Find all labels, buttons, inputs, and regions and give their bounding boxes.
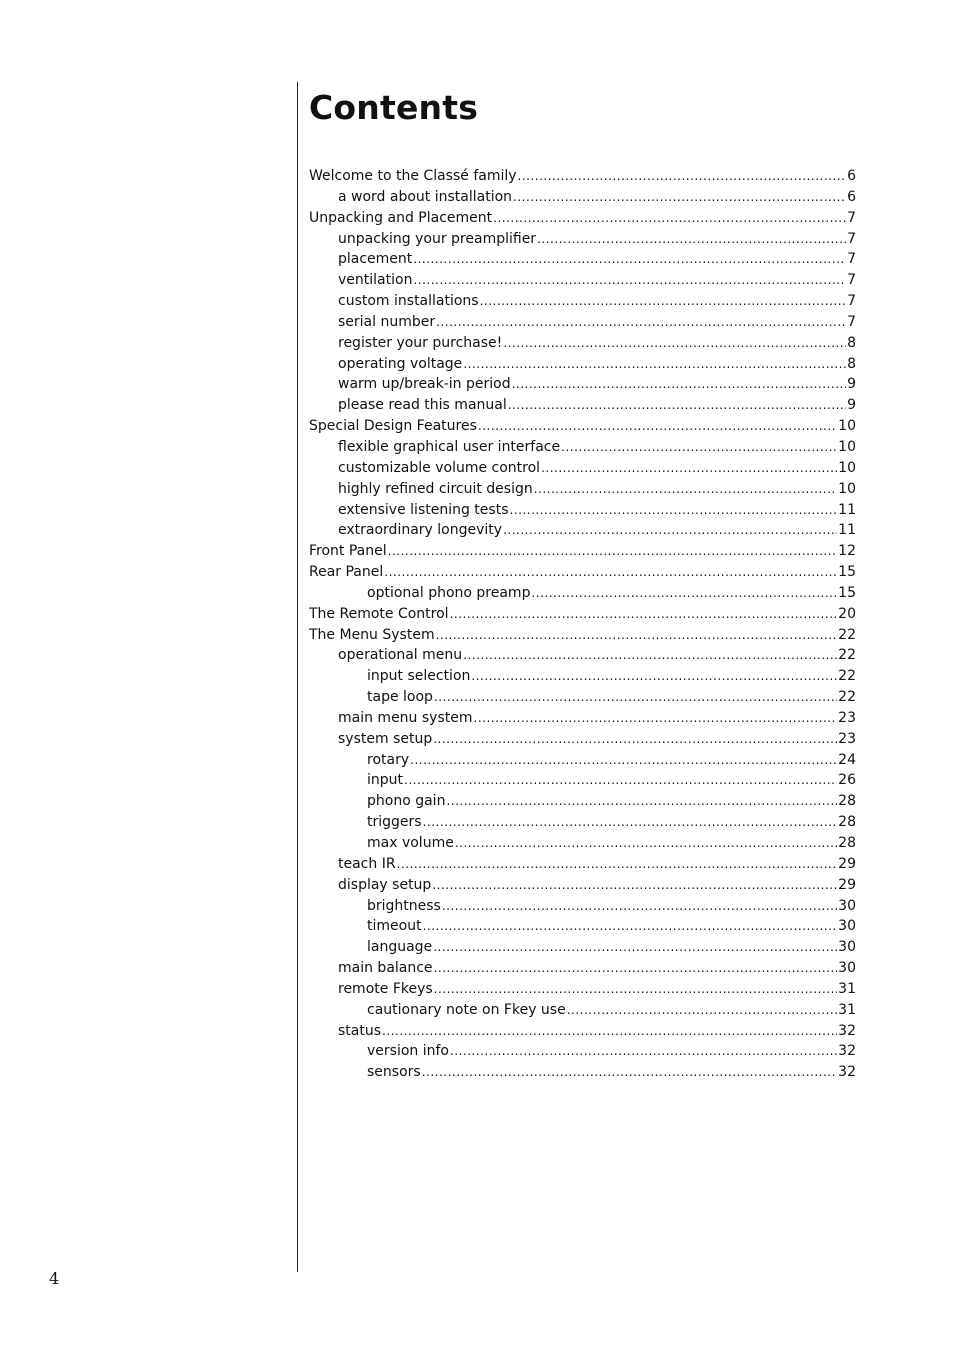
- toc-entry-label: Rear Panel: [309, 564, 384, 581]
- toc-dot-leader: [478, 416, 837, 437]
- toc-entry-label: ventilation: [338, 272, 413, 289]
- toc-entry-page: 30: [838, 918, 856, 935]
- toc-entry-label: status: [338, 1022, 382, 1039]
- page-number: 4: [49, 1269, 60, 1288]
- toc-dot-leader: [436, 625, 838, 646]
- toc-entry: [309, 833, 856, 854]
- toc-entry-label: system setup: [338, 730, 433, 747]
- toc-entry-label: main balance: [338, 960, 433, 977]
- toc-entry-page: 32: [838, 1064, 856, 1081]
- toc-dot-leader: [541, 458, 837, 479]
- toc-entry-label: display setup: [338, 876, 432, 893]
- toc-dot-leader: [463, 354, 846, 375]
- toc-dot-leader: [493, 208, 846, 229]
- toc-dot-leader: [433, 729, 837, 750]
- toc-entry: [309, 604, 856, 625]
- toc-entry-page: 7: [847, 313, 856, 330]
- toc-entry-label: main menu system: [338, 709, 473, 726]
- toc-dot-leader: [423, 812, 838, 833]
- toc-entry: [309, 249, 856, 270]
- toc-entry-page: 7: [847, 209, 856, 226]
- toc-entry-label: operational menu: [338, 647, 463, 664]
- toc-entry-page: 29: [838, 876, 856, 893]
- toc-entry-page: 31: [838, 1001, 856, 1018]
- toc-entry-page: 30: [838, 939, 856, 956]
- toc-entry-page: 26: [838, 772, 856, 789]
- toc-entry: [309, 896, 856, 917]
- toc-entry: [309, 416, 856, 437]
- toc-entry-label: a word about installation: [338, 188, 513, 205]
- toc-entry: [309, 479, 856, 500]
- toc-entry-label: custom installations: [338, 293, 479, 310]
- toc-entry-page: 22: [838, 626, 856, 643]
- toc-entry-label: operating voltage: [338, 355, 463, 372]
- toc-entry: [309, 458, 856, 479]
- toc-entry-page: 22: [838, 689, 856, 706]
- toc-entry: [309, 541, 856, 562]
- toc-entry: [309, 1021, 856, 1042]
- toc-entry-page: 22: [838, 668, 856, 685]
- toc-entry-page: 10: [838, 438, 856, 455]
- toc-entry: [309, 750, 856, 771]
- toc-entry-page: 10: [838, 418, 856, 435]
- toc-dot-leader: [503, 333, 846, 354]
- toc-dot-leader: [434, 958, 838, 979]
- toc-entry-label: cautionary note on Fkey use: [367, 1001, 566, 1018]
- toc-entry: [309, 437, 856, 458]
- toc-entry: [309, 687, 856, 708]
- toc-entry-label: timeout: [367, 918, 422, 935]
- toc-entry-page: 10: [838, 459, 856, 476]
- toc-entry: [309, 937, 856, 958]
- toc-entry-label: version info: [367, 1043, 449, 1060]
- toc-dot-leader: [513, 187, 846, 208]
- toc-entry-label: Welcome to the Classé family: [309, 168, 517, 184]
- toc-entry: [309, 645, 856, 666]
- toc-entry-label: register your purchase!: [338, 334, 503, 351]
- toc-dot-leader: [384, 562, 837, 583]
- toc-entry-label: sensors: [367, 1064, 421, 1081]
- toc-entry-page: 7: [847, 293, 856, 310]
- toc-entry-label: serial number: [338, 313, 436, 330]
- toc-dot-leader: [531, 583, 837, 604]
- toc-entry-page: 20: [838, 605, 856, 622]
- toc-entry-page: 15: [838, 584, 856, 601]
- toc-dot-leader: [508, 395, 846, 416]
- toc-entry-page: 6: [847, 188, 856, 205]
- toc-entry: [309, 875, 856, 896]
- toc-entry-label: optional phono preamp: [367, 584, 531, 601]
- toc-entry-page: 9: [847, 376, 856, 393]
- toc-dot-leader: [474, 708, 838, 729]
- toc-entry: [309, 229, 856, 250]
- toc-entry: [309, 916, 856, 937]
- toc-entry-label: The Remote Control: [309, 605, 449, 622]
- toc-entry-label: flexible graphical user interface: [338, 438, 561, 455]
- toc-entry-label: rotary: [367, 751, 410, 768]
- toc-entry: [309, 354, 856, 375]
- toc-entry: [309, 395, 856, 416]
- toc-dot-leader: [433, 937, 837, 958]
- toc-entry-page: 28: [838, 835, 856, 851]
- toc-entry-page: 28: [838, 814, 856, 831]
- toc-dot-leader: [471, 666, 837, 687]
- toc-entry-page: 32: [838, 1022, 856, 1039]
- toc-entry: [309, 1041, 856, 1062]
- toc-entry-page: 7: [847, 272, 856, 289]
- toc-entry-label: extraordinary longevity: [338, 522, 503, 539]
- toc-dot-leader: [423, 916, 838, 937]
- toc-dot-leader: [413, 249, 846, 270]
- toc-dot-leader: [432, 875, 837, 896]
- toc-entry: [309, 520, 856, 541]
- toc-entry-label: phono gain: [367, 793, 446, 810]
- toc-entry: [309, 270, 856, 291]
- toc-dot-leader: [436, 312, 846, 333]
- toc-entry: [309, 166, 856, 187]
- toc-entry-label: input: [367, 772, 404, 789]
- toc-entry-label: extensive listening tests: [338, 501, 509, 518]
- toc-entry: [309, 708, 856, 729]
- toc-dot-leader: [442, 896, 837, 917]
- toc-entry-page: 11: [838, 522, 856, 539]
- toc-entry: [309, 312, 856, 333]
- toc-dot-leader: [434, 687, 837, 708]
- toc-dot-leader: [450, 1041, 837, 1062]
- toc-entry-page: 8: [847, 355, 856, 372]
- toc-entry-page: 7: [847, 230, 856, 247]
- toc-dot-leader: [463, 645, 837, 666]
- toc-entry-label: Special Design Features: [309, 418, 477, 435]
- toc-entry-label: placement: [338, 251, 413, 268]
- toc-dot-leader: [512, 374, 846, 395]
- toc-dot-leader: [410, 750, 837, 771]
- toc-entry-page: 8: [847, 334, 856, 351]
- toc-entry: [309, 979, 856, 1000]
- toc-entry: [309, 958, 856, 979]
- toc-dot-leader: [404, 770, 837, 791]
- toc-entry-label: tape loop: [367, 689, 433, 706]
- toc-entry-label: brightness: [367, 897, 441, 914]
- toc-entry: [309, 625, 856, 646]
- toc-entry: [309, 854, 856, 875]
- toc-entry-label: The Menu System: [309, 626, 435, 643]
- toc-entry-label: language: [367, 939, 433, 956]
- toc-entry-page: 10: [838, 480, 856, 497]
- toc-dot-leader: [561, 437, 837, 458]
- toc-dot-leader: [397, 854, 838, 875]
- toc-entry: [309, 1062, 856, 1083]
- toc-entry-label: please read this manual: [338, 397, 507, 414]
- toc-entry-label: input selection: [367, 668, 471, 685]
- toc-entry: [309, 583, 856, 604]
- toc-entry-page: 32: [838, 1043, 856, 1060]
- toc-entry-label: highly refined circuit design: [338, 480, 533, 497]
- toc-entry-label: customizable volume control: [338, 459, 541, 476]
- toc-dot-leader: [388, 541, 838, 562]
- toc-entry: [309, 791, 856, 812]
- toc-entry: [309, 187, 856, 208]
- toc-entry-page: 15: [838, 564, 856, 581]
- toc-entry-page: 28: [838, 793, 856, 810]
- toc-entry-page: 30: [838, 897, 856, 914]
- toc-dot-leader: [510, 500, 838, 521]
- toc-entry-page: 6: [847, 168, 856, 184]
- toc-dot-leader: [450, 604, 838, 625]
- toc-entry: [309, 333, 856, 354]
- toc-dot-leader: [413, 270, 846, 291]
- toc-entry: [309, 562, 856, 583]
- toc-entry: [309, 770, 856, 791]
- toc-entry: [309, 729, 856, 750]
- toc-entry-page: 30: [838, 960, 856, 977]
- toc-dot-leader: [518, 166, 847, 187]
- toc-dot-leader: [446, 791, 837, 812]
- page-title: Contents: [309, 88, 479, 127]
- toc-dot-leader: [422, 1062, 837, 1083]
- toc-dot-leader: [503, 520, 837, 541]
- toc-dot-leader: [455, 833, 837, 854]
- toc-entry-page: 9: [847, 397, 856, 414]
- toc-dot-leader: [534, 479, 837, 500]
- toc-entry: [309, 812, 856, 833]
- toc-entry-page: 11: [838, 501, 856, 518]
- toc-entry-label: triggers: [367, 814, 422, 831]
- toc-entry: [309, 374, 856, 395]
- toc-entry-page: 31: [838, 980, 856, 997]
- toc-dot-leader: [434, 979, 838, 1000]
- toc-entry-label: Front Panel: [309, 543, 387, 560]
- toc-dot-leader: [537, 229, 846, 250]
- toc-dot-leader: [382, 1021, 837, 1042]
- toc-dot-leader: [480, 291, 846, 312]
- toc-dot-leader: [567, 1000, 837, 1021]
- vertical-divider: [297, 82, 298, 1272]
- toc-entry-page: 29: [838, 855, 856, 872]
- toc-entry-label: teach IR: [338, 855, 396, 872]
- toc-entry-label: warm up/break-in period: [338, 376, 511, 393]
- toc-entry: [309, 666, 856, 687]
- toc-entry: [309, 208, 856, 229]
- table-of-contents: [309, 166, 856, 1083]
- toc-entry-page: 22: [838, 647, 856, 664]
- toc-entry: [309, 291, 856, 312]
- toc-entry-page: 23: [838, 709, 856, 726]
- toc-entry-label: max volume: [367, 835, 454, 851]
- toc-entry-page: 23: [838, 730, 856, 747]
- toc-entry: [309, 1000, 856, 1021]
- toc-entry-label: remote Fkeys: [338, 980, 433, 997]
- toc-entry: [309, 500, 856, 521]
- toc-entry-page: 24: [838, 751, 856, 768]
- toc-entry-page: 12: [838, 543, 856, 560]
- toc-entry-label: Unpacking and Placement: [309, 209, 493, 226]
- toc-entry-label: unpacking your preamplifier: [338, 230, 537, 247]
- toc-entry-page: 7: [847, 251, 856, 268]
